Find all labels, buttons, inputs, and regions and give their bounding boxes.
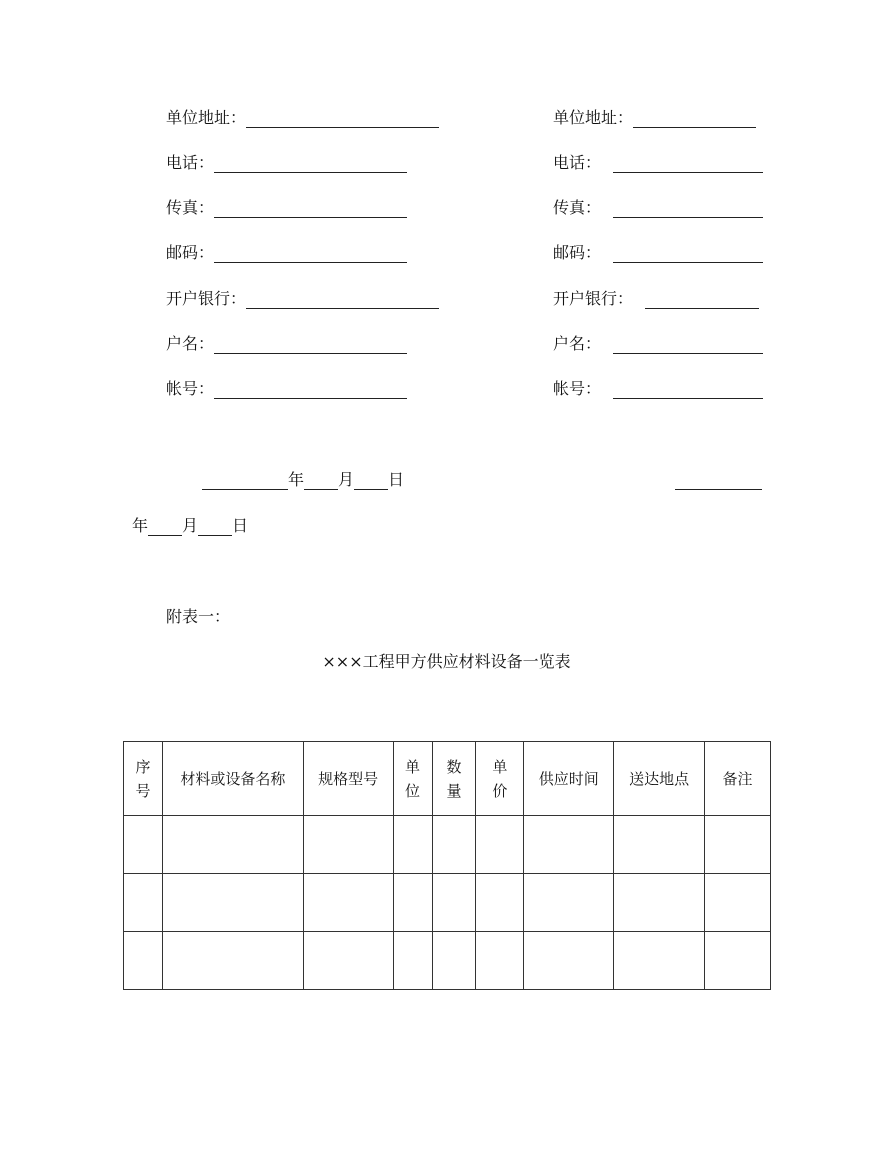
right-phone-row: [553, 153, 763, 173]
left-date-day-label: 日: [388, 470, 405, 489]
left-fax-label: 传真：: [166, 198, 215, 217]
right-account-number-line[interactable]: [613, 380, 763, 399]
right-fax-label: 传真：: [553, 198, 602, 217]
table-cell[interactable]: [124, 816, 163, 874]
right-date-day-label: 日: [232, 516, 249, 535]
left-date-day-line[interactable]: [354, 471, 388, 490]
right-postcode-line[interactable]: [613, 244, 763, 263]
header-remarks: 备注: [722, 769, 753, 788]
right-account-number-label: 帐号：: [553, 379, 602, 398]
right-date-year-line-wrap: [675, 470, 762, 490]
header-cell-supply-time: [524, 742, 614, 816]
header-cell-spec: [303, 742, 393, 816]
right-address-row: [553, 108, 756, 128]
table-cell[interactable]: [524, 816, 614, 874]
right-date-month-line[interactable]: [148, 517, 182, 536]
left-bank-line[interactable]: [246, 290, 439, 309]
left-bank-row: [166, 289, 439, 309]
right-postcode-row: [553, 243, 763, 263]
header-spec: 规格型号: [318, 769, 379, 788]
left-phone-line[interactable]: [214, 154, 407, 173]
table-cell[interactable]: [524, 932, 614, 990]
table-cell[interactable]: [705, 932, 771, 990]
right-bank-line[interactable]: [645, 290, 759, 309]
table-cell[interactable]: [476, 874, 524, 932]
left-date-year-line[interactable]: [202, 471, 288, 490]
left-fax-row: [166, 198, 407, 218]
right-date: [132, 516, 248, 536]
left-fax-line[interactable]: [214, 199, 407, 218]
header-quantity: 数量: [446, 757, 462, 800]
left-address-row: [166, 108, 439, 128]
left-bank-label: 开户银行：: [166, 289, 247, 308]
table-row: [124, 816, 771, 874]
appendix-label: 附表一：: [166, 607, 231, 626]
left-address-line[interactable]: [246, 109, 439, 128]
header-name: 材料或设备名称: [180, 769, 286, 788]
table-row: [124, 932, 771, 990]
left-account-number-line[interactable]: [214, 380, 407, 399]
right-bank-label: 开户银行：: [553, 289, 634, 308]
left-phone-row: [166, 153, 407, 173]
header-supply-time: 供应时间: [538, 769, 599, 788]
left-date-month-label: 月: [338, 470, 355, 489]
table-cell[interactable]: [614, 816, 705, 874]
table-cell[interactable]: [162, 816, 303, 874]
left-account-number-row: [166, 379, 407, 399]
header-cell-unit: [393, 742, 432, 816]
table-cell[interactable]: [432, 874, 476, 932]
header-cell-remarks: [705, 742, 771, 816]
table-cell[interactable]: [393, 816, 432, 874]
left-postcode-label: 邮码：: [166, 243, 215, 262]
table-cell[interactable]: [393, 874, 432, 932]
header-cell-serial: [124, 742, 163, 816]
left-account-name-row: [166, 334, 407, 354]
table-cell[interactable]: [124, 932, 163, 990]
left-date-month-line[interactable]: [304, 471, 338, 490]
header-delivery-place: 送达地点: [629, 769, 690, 788]
table-cell[interactable]: [705, 816, 771, 874]
right-date-year-line[interactable]: [675, 471, 762, 490]
table-cell[interactable]: [614, 932, 705, 990]
right-fax-row: [553, 198, 763, 218]
table-cell[interactable]: [124, 874, 163, 932]
table-cell[interactable]: [303, 932, 393, 990]
right-account-name-line[interactable]: [613, 335, 763, 354]
left-date: [202, 470, 404, 490]
header-unit: 单位: [405, 757, 421, 800]
table-cell[interactable]: [476, 932, 524, 990]
right-fax-line[interactable]: [613, 199, 763, 218]
right-date-month-label: 月: [182, 516, 199, 535]
table-cell[interactable]: [432, 816, 476, 874]
right-phone-line[interactable]: [613, 154, 763, 173]
right-address-label: 单位地址：: [553, 108, 634, 127]
materials-table: [123, 741, 771, 990]
left-account-name-label: 户名：: [166, 334, 215, 353]
left-postcode-row: [166, 243, 407, 263]
table-cell[interactable]: [303, 816, 393, 874]
header-cell-delivery-place: [614, 742, 705, 816]
table-header-row: [124, 742, 771, 816]
left-account-name-line[interactable]: [214, 335, 407, 354]
left-phone-label: 电话：: [166, 153, 215, 172]
left-address-label: 单位地址：: [166, 108, 247, 127]
table-cell[interactable]: [476, 816, 524, 874]
left-postcode-line[interactable]: [214, 244, 407, 263]
table-cell[interactable]: [705, 874, 771, 932]
left-date-year-label: 年: [288, 470, 305, 489]
left-account-number-label: 帐号：: [166, 379, 215, 398]
right-account-number-row: [553, 379, 763, 399]
table-cell[interactable]: [162, 932, 303, 990]
header-price: 单价: [492, 757, 508, 800]
right-postcode-label: 邮码：: [553, 243, 602, 262]
table-title: ×××工程甲方供应材料设备一览表: [322, 652, 571, 671]
table-cell[interactable]: [303, 874, 393, 932]
table-cell[interactable]: [614, 874, 705, 932]
right-date-day-line[interactable]: [198, 517, 232, 536]
right-account-name-row: [553, 334, 763, 354]
table-row: [124, 874, 771, 932]
table-cell[interactable]: [432, 932, 476, 990]
right-account-name-label: 户名：: [553, 334, 602, 353]
table-cell[interactable]: [393, 932, 432, 990]
header-serial: 序号: [135, 757, 151, 800]
right-address-line[interactable]: [633, 109, 756, 128]
right-date-year-label: 年: [132, 516, 149, 535]
table-cell[interactable]: [524, 874, 614, 932]
header-cell-price: [476, 742, 524, 816]
right-phone-label: 电话：: [553, 153, 602, 172]
right-bank-row: [553, 289, 759, 309]
table-cell[interactable]: [162, 874, 303, 932]
header-cell-name: [162, 742, 303, 816]
header-cell-quantity: [432, 742, 476, 816]
